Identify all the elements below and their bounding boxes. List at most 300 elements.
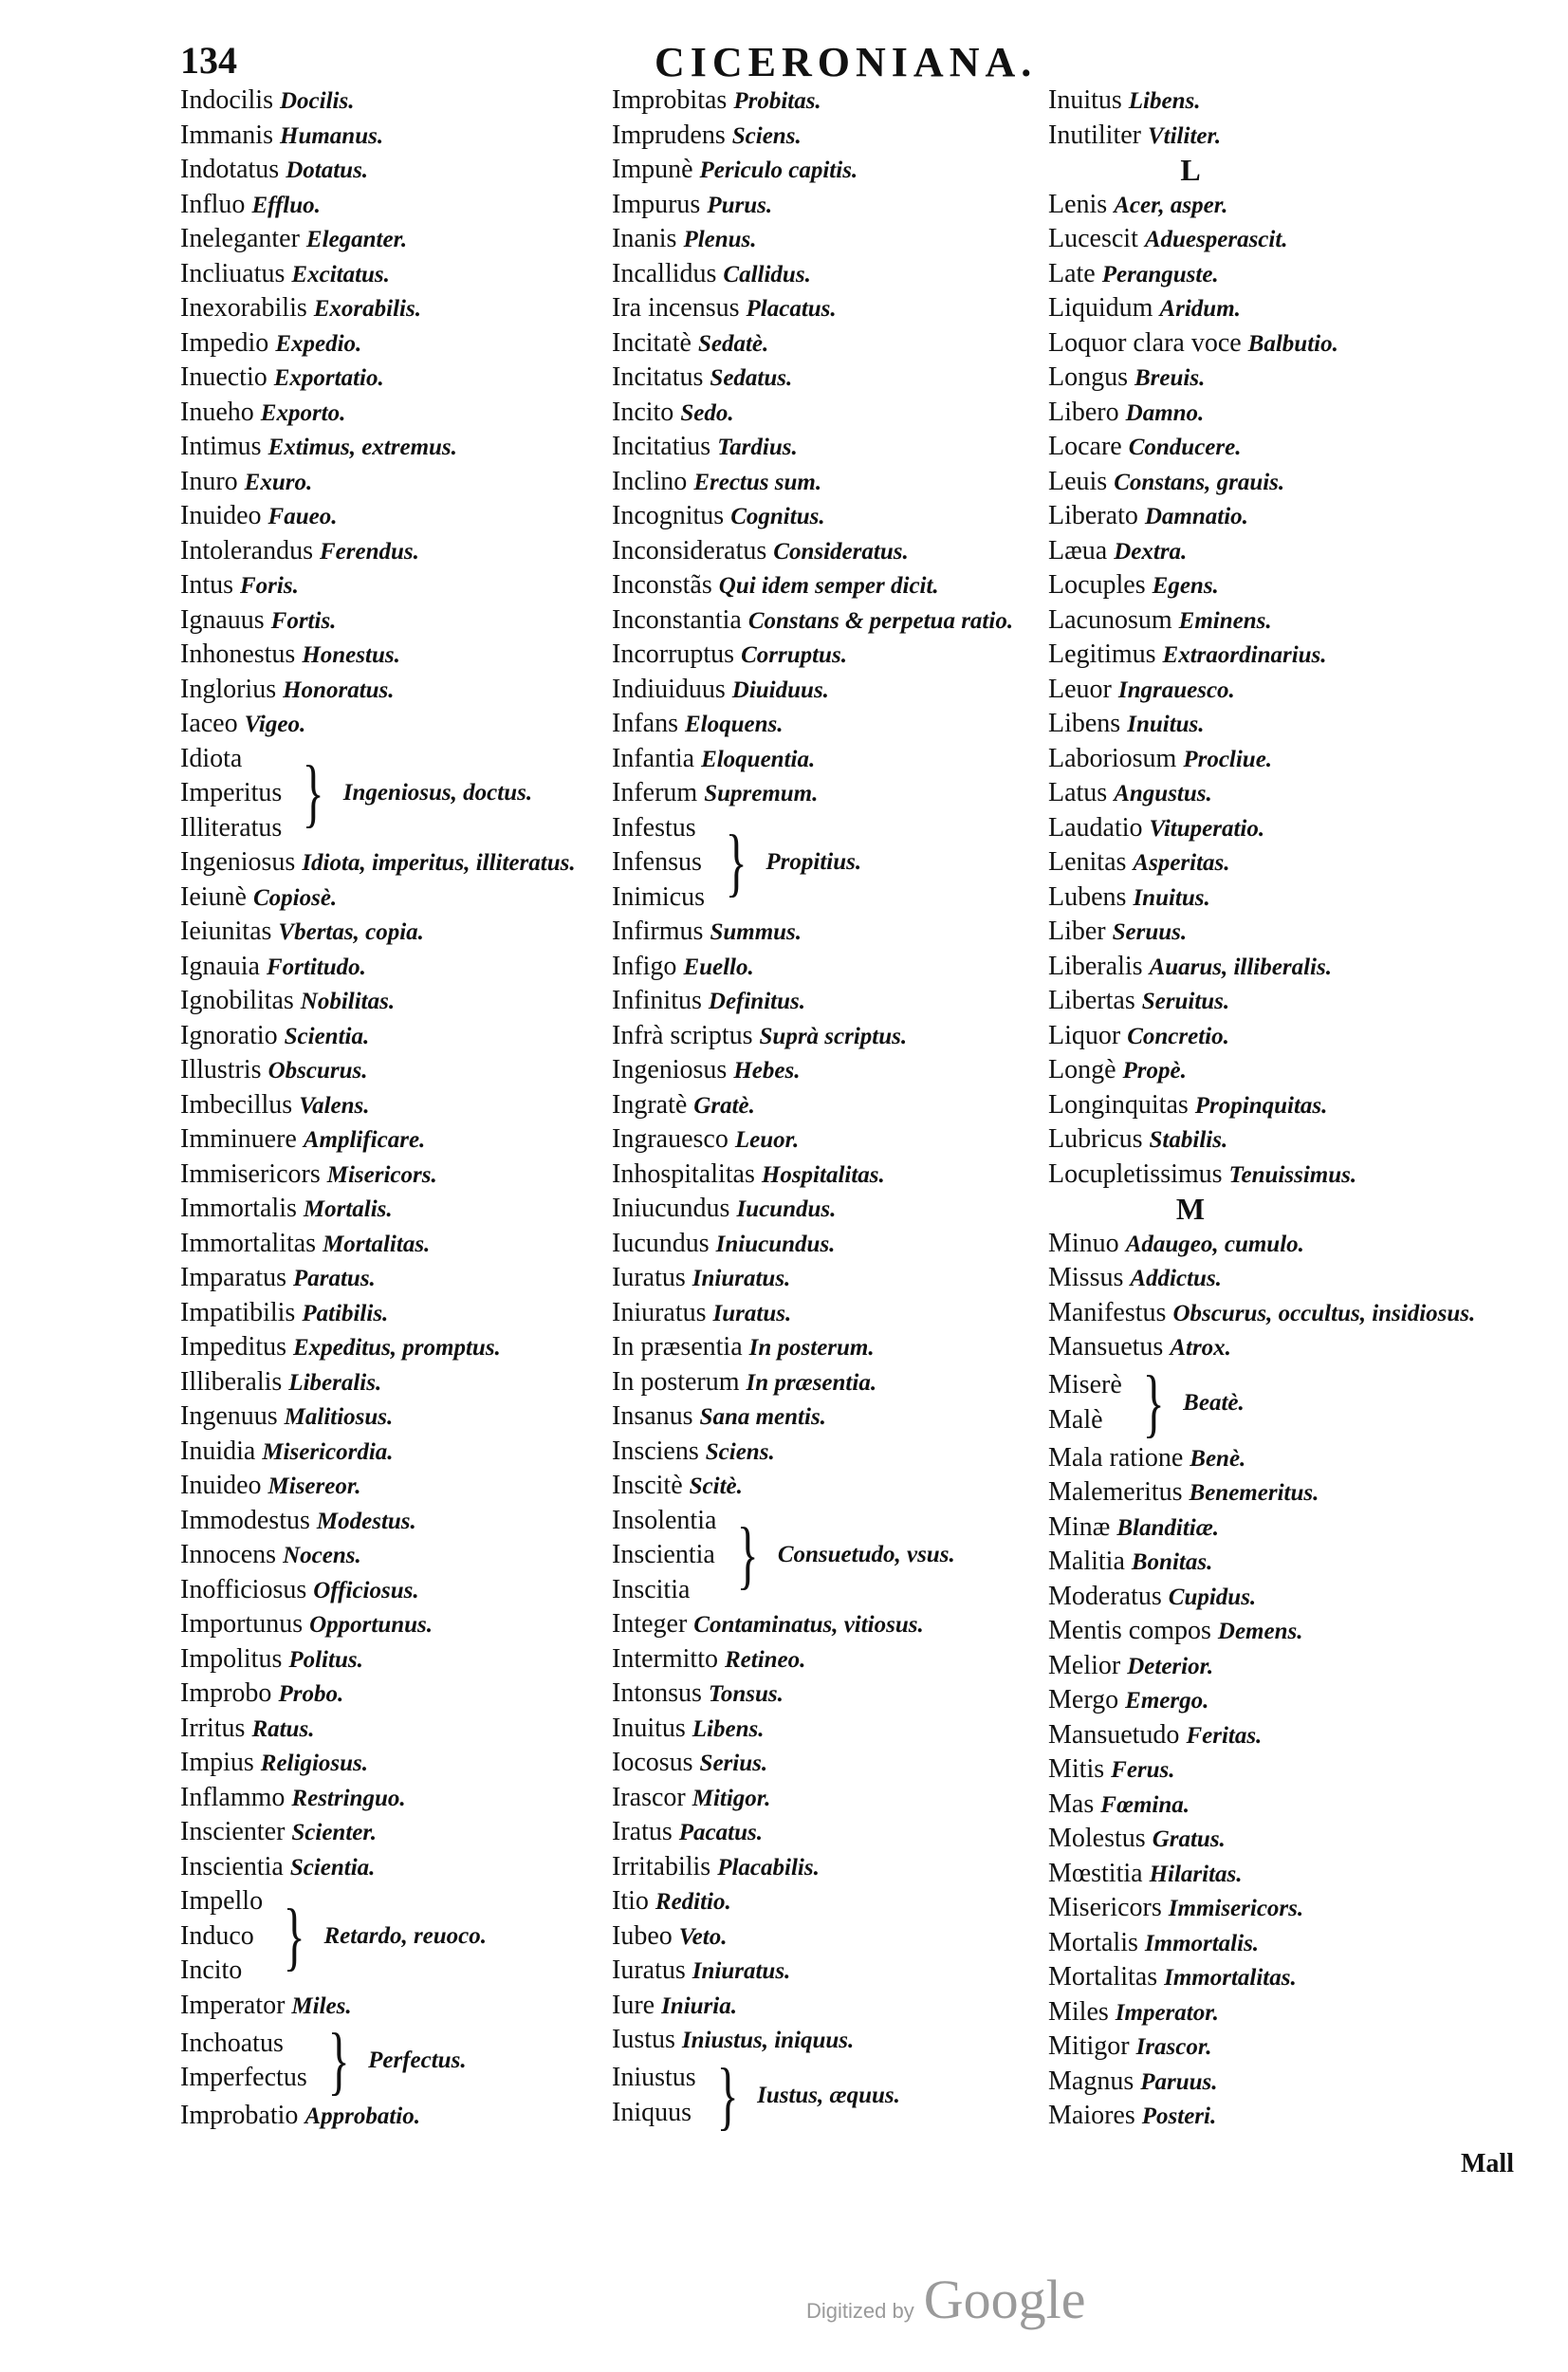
antonym: Leuor.: [734, 1127, 800, 1153]
antonym: Sana mentis.: [699, 1404, 826, 1430]
bracketed-entry-group: [180, 2019, 626, 2103]
dictionary-entry: [1048, 1857, 1494, 1892]
page-title: CICERONIANA.: [655, 39, 1038, 85]
antonym: Effluo.: [251, 192, 321, 218]
antonym: Addictus.: [1130, 1266, 1222, 1291]
dictionary-entry: [180, 430, 626, 465]
antonym: Ferus.: [1111, 1757, 1175, 1783]
dictionary-entry: [612, 396, 1058, 431]
dictionary-entry: [612, 1954, 1058, 1989]
headword: Inscitia: [612, 1574, 691, 1604]
antonym: Eloquens.: [684, 712, 784, 737]
headword: Incito: [612, 397, 674, 427]
headword: Inflammo: [180, 1782, 286, 1812]
antonym: Gratè.: [693, 1092, 755, 1119]
antonym: Posteri.: [1141, 2103, 1217, 2129]
dictionary-entry: [1048, 1752, 1494, 1788]
headword: Impolitus: [180, 1643, 283, 1674]
headword: Imprudens: [612, 120, 726, 150]
dictionary-entry: [1048, 1261, 1494, 1296]
antonym: Honoratus.: [283, 676, 395, 703]
dictionary-entry: [1048, 568, 1494, 603]
antonym: Qui idem semper dicit.: [718, 573, 939, 599]
headword: Lacunosum: [1048, 604, 1172, 635]
dictionary-entry: [1048, 603, 1494, 639]
antonym: Ferendus.: [319, 538, 419, 565]
antonym: Scitè.: [689, 1473, 743, 1499]
dictionary-entry: [1048, 1510, 1494, 1546]
headword: Locupletissimus: [1048, 1158, 1223, 1189]
antonym: Mortalis.: [303, 1196, 393, 1222]
headword: Infirmus: [612, 917, 704, 946]
headword: Locuples: [1048, 570, 1146, 600]
dictionary-entry: [612, 950, 1058, 985]
dictionary-entry: [1048, 1545, 1494, 1580]
headword: Iubeo: [612, 1920, 673, 1951]
dictionary-entry: [612, 2023, 1058, 2058]
headword: Late: [1048, 258, 1096, 288]
headword: Ignoratio: [180, 1020, 278, 1050]
antonym: Balbutio.: [1247, 330, 1338, 357]
headword: Idiota: [180, 743, 243, 773]
dictionary-entry: [1048, 1683, 1494, 1718]
headword: Intus: [180, 570, 233, 600]
headword: Immanis: [180, 120, 273, 150]
antonym: Irascor.: [1135, 2034, 1212, 2060]
antonym: Copiosè.: [252, 884, 338, 911]
antonym: Deterior.: [1127, 1653, 1214, 1679]
antonym: Sedatus.: [710, 365, 793, 391]
antonym: Ingrauesco.: [1117, 676, 1235, 703]
antonym: Amplificare.: [303, 1127, 426, 1153]
antonym: Paruus.: [1140, 2068, 1218, 2095]
dictionary-entry: [612, 1884, 1058, 1919]
dictionary-entry: [1048, 1614, 1494, 1649]
antonym: Propinquitas.: [1194, 1092, 1328, 1119]
dictionary-entry: [180, 153, 626, 188]
headword: Molestus: [1048, 1824, 1146, 1853]
dictionary-entry: [612, 1781, 1058, 1816]
dictionary-entry: [1048, 2065, 1494, 2100]
headword: Immodestus: [180, 1505, 310, 1535]
headword: Melior: [1048, 1650, 1121, 1680]
antonym: Suprà scriptus.: [759, 1023, 908, 1049]
headword: Incallidus: [612, 258, 717, 288]
headword: Inhospitalitas: [612, 1158, 755, 1189]
antonym: Reditio.: [655, 1889, 731, 1915]
antonym: Corruptus.: [741, 642, 847, 668]
dictionary-entry: [180, 638, 626, 673]
headword: Inferum: [612, 778, 698, 807]
headword: Improbo: [180, 1678, 272, 1708]
dictionary-entry: [612, 257, 1058, 292]
bracketed-entry-group: [180, 742, 626, 846]
antonym: Paratus.: [292, 1266, 376, 1291]
antonym: Periculo capitis.: [699, 158, 858, 183]
dictionary-entry: [1048, 1019, 1494, 1054]
antonym: Foris.: [240, 573, 299, 599]
dictionary-entry: [612, 1296, 1058, 1331]
antonym: Mortalitas.: [323, 1231, 431, 1257]
dictionary-entry: [612, 1158, 1058, 1193]
dictionary-entry: [1048, 1718, 1494, 1753]
google-logo: Google: [923, 2269, 1086, 2330]
headword: Intolerandus: [180, 535, 313, 565]
dictionary-entry: [180, 1746, 626, 1781]
headword: Lenis: [1048, 189, 1108, 219]
headword: Manifestus: [1048, 1297, 1167, 1327]
dictionary-entry: [1048, 2029, 1494, 2065]
dictionary-entry: [612, 1469, 1058, 1504]
digitized-label: Digitized by: [806, 2299, 914, 2323]
group-headwords: [1048, 1368, 1122, 1437]
headword: Impatibilis: [180, 1297, 296, 1327]
antonym: Vbertas, copia.: [278, 919, 424, 945]
dictionary-entry: [612, 1919, 1058, 1955]
antonym: Restringuo.: [291, 1785, 406, 1811]
headword: Maiores: [1048, 2101, 1135, 2130]
bracketed-entry-group: [612, 811, 1058, 916]
antonym: Exuro.: [244, 469, 313, 495]
antonym: Consuetudo, vsus.: [777, 1542, 955, 1568]
antonym: Expeditus, promptus.: [293, 1335, 501, 1361]
headword: Ira incensus: [612, 293, 740, 323]
dictionary-entry: [1048, 1122, 1494, 1158]
dictionary-entry: [180, 984, 626, 1019]
headword: Minæ: [1048, 1511, 1111, 1542]
dictionary-entry: [180, 1469, 626, 1504]
headword: Inconsideratus: [612, 535, 767, 565]
dictionary-entry: [612, 915, 1058, 950]
antonym: Ingeniosus, doctus.: [342, 780, 533, 806]
antonym: Seruus.: [1112, 919, 1188, 945]
headword: Irascor: [612, 1782, 686, 1812]
dictionary-entry: [1048, 1330, 1494, 1365]
dictionary-entry: [180, 915, 626, 950]
dictionary-entry: [612, 119, 1058, 154]
dictionary-entry: [1048, 1995, 1494, 2030]
group-headwords: [612, 1504, 716, 1608]
dictionary-entry: [1048, 1926, 1494, 1961]
dictionary-entry: [612, 499, 1058, 534]
headword: Inueho: [180, 397, 254, 427]
antonym: Honestus.: [302, 642, 400, 668]
column-2: [612, 83, 1058, 2138]
antonym: Idiota, imperitus, illiteratus.: [302, 850, 576, 876]
dictionary-entry: [180, 291, 626, 326]
headword: Iniucundus: [612, 1194, 730, 1223]
dictionary-entry: [180, 222, 626, 257]
antonym: Tenuissimus.: [1228, 1161, 1357, 1188]
dictionary-entry: [612, 361, 1058, 396]
dictionary-entry: [180, 1365, 626, 1400]
headword: Inscientia: [180, 1851, 284, 1881]
dictionary-entry: [612, 1122, 1058, 1158]
antonym: Exporto.: [260, 399, 346, 426]
antonym: Vigeo.: [244, 712, 306, 737]
headword: Illiberalis: [180, 1366, 283, 1397]
antonym: Adaugeo, cumulo.: [1125, 1231, 1304, 1257]
antonym: Eminens.: [1178, 607, 1272, 634]
antonym: Auarus, illiberalis.: [1149, 954, 1332, 980]
antonym: Iniuratus.: [692, 1266, 791, 1291]
dictionary-entry: [612, 1088, 1058, 1123]
antonym: Dotatus.: [286, 158, 369, 183]
antonym: Misericors.: [326, 1161, 437, 1188]
antonym: Expedio.: [275, 330, 362, 357]
dictionary-entry: [180, 1815, 626, 1850]
headword: Inanis: [612, 224, 677, 253]
group-headwords: [612, 2061, 696, 2130]
dictionary-entry: [1048, 1158, 1494, 1193]
dictionary-entry: [1048, 83, 1494, 119]
headword: Inscientia: [612, 1540, 715, 1569]
antonym: Iucundus.: [736, 1196, 837, 1222]
digitized-footer: [806, 2268, 1085, 2331]
headword: Libertas: [1048, 986, 1135, 1015]
dictionary-entry: [1048, 1891, 1494, 1926]
dictionary-entry: [612, 1365, 1058, 1400]
dictionary-entry: [180, 1850, 626, 1885]
antonym: Inuitus.: [1127, 712, 1205, 737]
antonym: Retineo.: [724, 1646, 806, 1673]
brace-icon: }: [283, 1894, 305, 1978]
bracketed-entry-group: [612, 2053, 1058, 2138]
headword: Malemeritus: [1048, 1477, 1183, 1507]
headword: Ignobilitas: [180, 986, 294, 1015]
bracketed-entry-group: [180, 1884, 626, 1989]
headword: Magnus: [1048, 2066, 1134, 2096]
antonym: Iniuratus.: [692, 1958, 791, 1984]
dictionary-entry: [612, 1261, 1058, 1296]
headword: Ingeniosus: [180, 847, 296, 877]
headword: Insciens: [612, 1436, 699, 1466]
dictionary-entry: [1048, 950, 1494, 985]
headword: Malè: [1048, 1404, 1103, 1435]
headword: Insolentia: [612, 1505, 717, 1535]
antonym: Libens.: [1128, 88, 1201, 114]
headword: Inofficiosus: [180, 1574, 307, 1604]
headword: Induco: [180, 1920, 254, 1951]
antonym: Sciens.: [731, 122, 802, 149]
dictionary-entry: [612, 430, 1058, 465]
antonym: Exorabilis.: [313, 296, 421, 322]
headword: Imperfectus: [180, 2063, 307, 2092]
headword: Iustus: [612, 2025, 675, 2054]
dictionary-entry: [612, 188, 1058, 223]
antonym: Definitus.: [708, 989, 805, 1014]
headword: Moderatus: [1048, 1581, 1162, 1611]
antonym: Concretio.: [1127, 1023, 1229, 1049]
dictionary-entry: [1048, 499, 1494, 534]
antonym: Atrox.: [1170, 1335, 1231, 1361]
headword: Immisericors: [180, 1158, 321, 1189]
headword: Longinquitas: [1048, 1089, 1189, 1120]
dictionary-entry: [180, 1122, 626, 1158]
headword: Inclino: [612, 466, 688, 496]
antonym: Procliue.: [1183, 746, 1273, 772]
headword: Inglorius: [180, 674, 277, 704]
antonym: Angustus.: [1114, 781, 1212, 806]
antonym: Consideratus.: [773, 538, 909, 565]
headword: Ingrauesco: [612, 1124, 729, 1154]
antonym: Exportatio.: [273, 365, 384, 391]
headword: Liquor: [1048, 1020, 1121, 1050]
headword: Inuideo: [180, 1471, 262, 1500]
headword: Importunus: [180, 1609, 304, 1639]
column-1: [180, 83, 626, 2134]
dictionary-entry: [180, 1158, 626, 1193]
headword: Mas: [1048, 1788, 1095, 1819]
dictionary-entry: [612, 1399, 1058, 1435]
headword: Inchoatus: [180, 2028, 284, 2058]
antonym: Faueo.: [267, 504, 338, 529]
headword: Longus: [1048, 362, 1128, 392]
headword: Insanus: [612, 1401, 693, 1431]
headword: Ingeniosus: [612, 1055, 728, 1084]
headword: Imminuere: [180, 1124, 297, 1154]
dictionary-entry: [612, 603, 1058, 639]
antonym: Eleganter.: [305, 227, 408, 252]
headword: Mentis compos: [1048, 1616, 1211, 1645]
antonym: Mitigor.: [692, 1785, 771, 1811]
dictionary-entry: [180, 1781, 626, 1816]
antonym: Fœmina.: [1100, 1791, 1190, 1818]
antonym: Religiosus.: [260, 1751, 369, 1776]
antonym: Hospitalitas.: [761, 1161, 885, 1188]
antonym: Extimus, extremus.: [267, 435, 457, 460]
headword: Laudatio: [1048, 812, 1143, 843]
headword: Inhonestus: [180, 639, 296, 669]
headword: Longè: [1048, 1055, 1116, 1084]
antonym: Sedatè.: [697, 330, 769, 357]
headword: Infensus: [612, 847, 702, 877]
dictionary-entry: [180, 673, 626, 708]
antonym: Imperator.: [1115, 1999, 1219, 2026]
headword: Inutiliter: [1048, 120, 1141, 150]
headword: Irritabilis: [612, 1851, 711, 1881]
dictionary-entry: [612, 1330, 1058, 1365]
antonym: Acer, asper.: [1114, 192, 1228, 218]
antonym: Excitatus.: [291, 261, 390, 287]
antonym: Retardo, reuoco.: [323, 1922, 488, 1949]
section-letter: M: [1175, 1192, 1206, 1226]
antonym: Fortitudo.: [266, 954, 366, 980]
dictionary-entry: [180, 83, 626, 119]
headword: In posterum: [612, 1366, 740, 1397]
headword: Imperitus: [180, 778, 283, 807]
headword: Locare: [1048, 432, 1122, 461]
headword: Intonsus: [612, 1678, 702, 1708]
page-number: 134: [180, 39, 237, 82]
antonym: Valens.: [299, 1092, 370, 1119]
headword: Libens: [1048, 709, 1121, 738]
dictionary-entry: [180, 188, 626, 223]
headword: Minuo: [1048, 1228, 1119, 1258]
headword: Iratus: [612, 1817, 673, 1846]
headword: Ineleganter: [180, 224, 300, 253]
headword: Miles: [1048, 1996, 1109, 2027]
dictionary-entry: [1048, 326, 1494, 361]
headword: Mortalis: [1048, 1927, 1138, 1957]
dictionary-entry: [180, 396, 626, 431]
headword: Inuro: [180, 466, 238, 496]
antonym: Damnatio.: [1144, 504, 1248, 529]
antonym: Asperitas.: [1133, 850, 1230, 876]
dictionary-entry: [612, 673, 1058, 708]
dictionary-entry: [180, 1192, 626, 1227]
headword: Inscitè: [612, 1471, 683, 1500]
antonym: Placabilis.: [717, 1854, 820, 1881]
antonym: Vtiliter.: [1147, 122, 1222, 149]
dictionary-entry: [1048, 430, 1494, 465]
antonym: Veto.: [678, 1923, 728, 1950]
headword: Ieiunè: [180, 881, 247, 912]
dictionary-entry: [612, 1989, 1058, 2024]
dictionary-entry: [1048, 1296, 1494, 1331]
headword: Inuitus: [612, 1713, 686, 1743]
headword: Infigo: [612, 951, 677, 981]
antonym: Propitius.: [766, 849, 862, 876]
headword: Inscienter: [180, 1817, 286, 1846]
antonym: Erectus sum.: [693, 469, 822, 495]
dictionary-entry: [612, 1053, 1058, 1088]
headword: Libero: [1048, 397, 1119, 427]
antonym: Tardius.: [717, 435, 798, 460]
brace-icon: }: [1142, 1361, 1165, 1445]
dictionary-entry: [1048, 1441, 1494, 1476]
dictionary-entry: [180, 1712, 626, 1747]
dictionary-entry: [612, 1607, 1058, 1642]
antonym: Opportunus.: [309, 1612, 434, 1638]
antonym: Conducere.: [1128, 435, 1242, 460]
antonym: Damno.: [1125, 399, 1205, 426]
headword: Mitis: [1048, 1754, 1105, 1784]
antonym: Iuratus.: [712, 1300, 792, 1326]
antonym: Emergo.: [1125, 1688, 1209, 1714]
antonym: Demens.: [1217, 1619, 1303, 1644]
dictionary-entry: [612, 568, 1058, 603]
headword: Lubens: [1048, 881, 1127, 912]
antonym: Ratus.: [251, 1715, 315, 1742]
headword: Innocens: [180, 1540, 277, 1569]
group-headwords: [612, 811, 705, 916]
headword: Iuratus: [612, 1263, 686, 1292]
antonym: Perfectus.: [368, 2048, 467, 2073]
headword: Malitia: [1048, 1547, 1125, 1576]
dictionary-entry: [1048, 1053, 1494, 1088]
dictionary-entry: [180, 326, 626, 361]
antonym: Scientia.: [284, 1023, 370, 1049]
headword: Iniustus: [612, 2063, 696, 2092]
dictionary-entry: [1048, 2099, 1494, 2134]
headword: Irritus: [180, 1713, 246, 1743]
antonym: Malitiosus.: [284, 1404, 394, 1430]
dictionary-entry: [1048, 984, 1494, 1019]
dictionary-entry: [180, 603, 626, 639]
antonym: Euello.: [683, 954, 754, 980]
dictionary-entry: [180, 465, 626, 500]
antonym: Inuitus.: [1133, 884, 1210, 911]
headword: Inuideo: [180, 501, 262, 530]
headword: Lucescit: [1048, 224, 1138, 253]
dictionary-entry: [612, 1712, 1058, 1747]
dictionary-entry: [612, 1677, 1058, 1712]
headword: Iucundus: [612, 1228, 710, 1258]
headword: Infinitus: [612, 986, 702, 1015]
antonym: Obscurus.: [267, 1058, 368, 1084]
dictionary-entry: [1048, 638, 1494, 673]
